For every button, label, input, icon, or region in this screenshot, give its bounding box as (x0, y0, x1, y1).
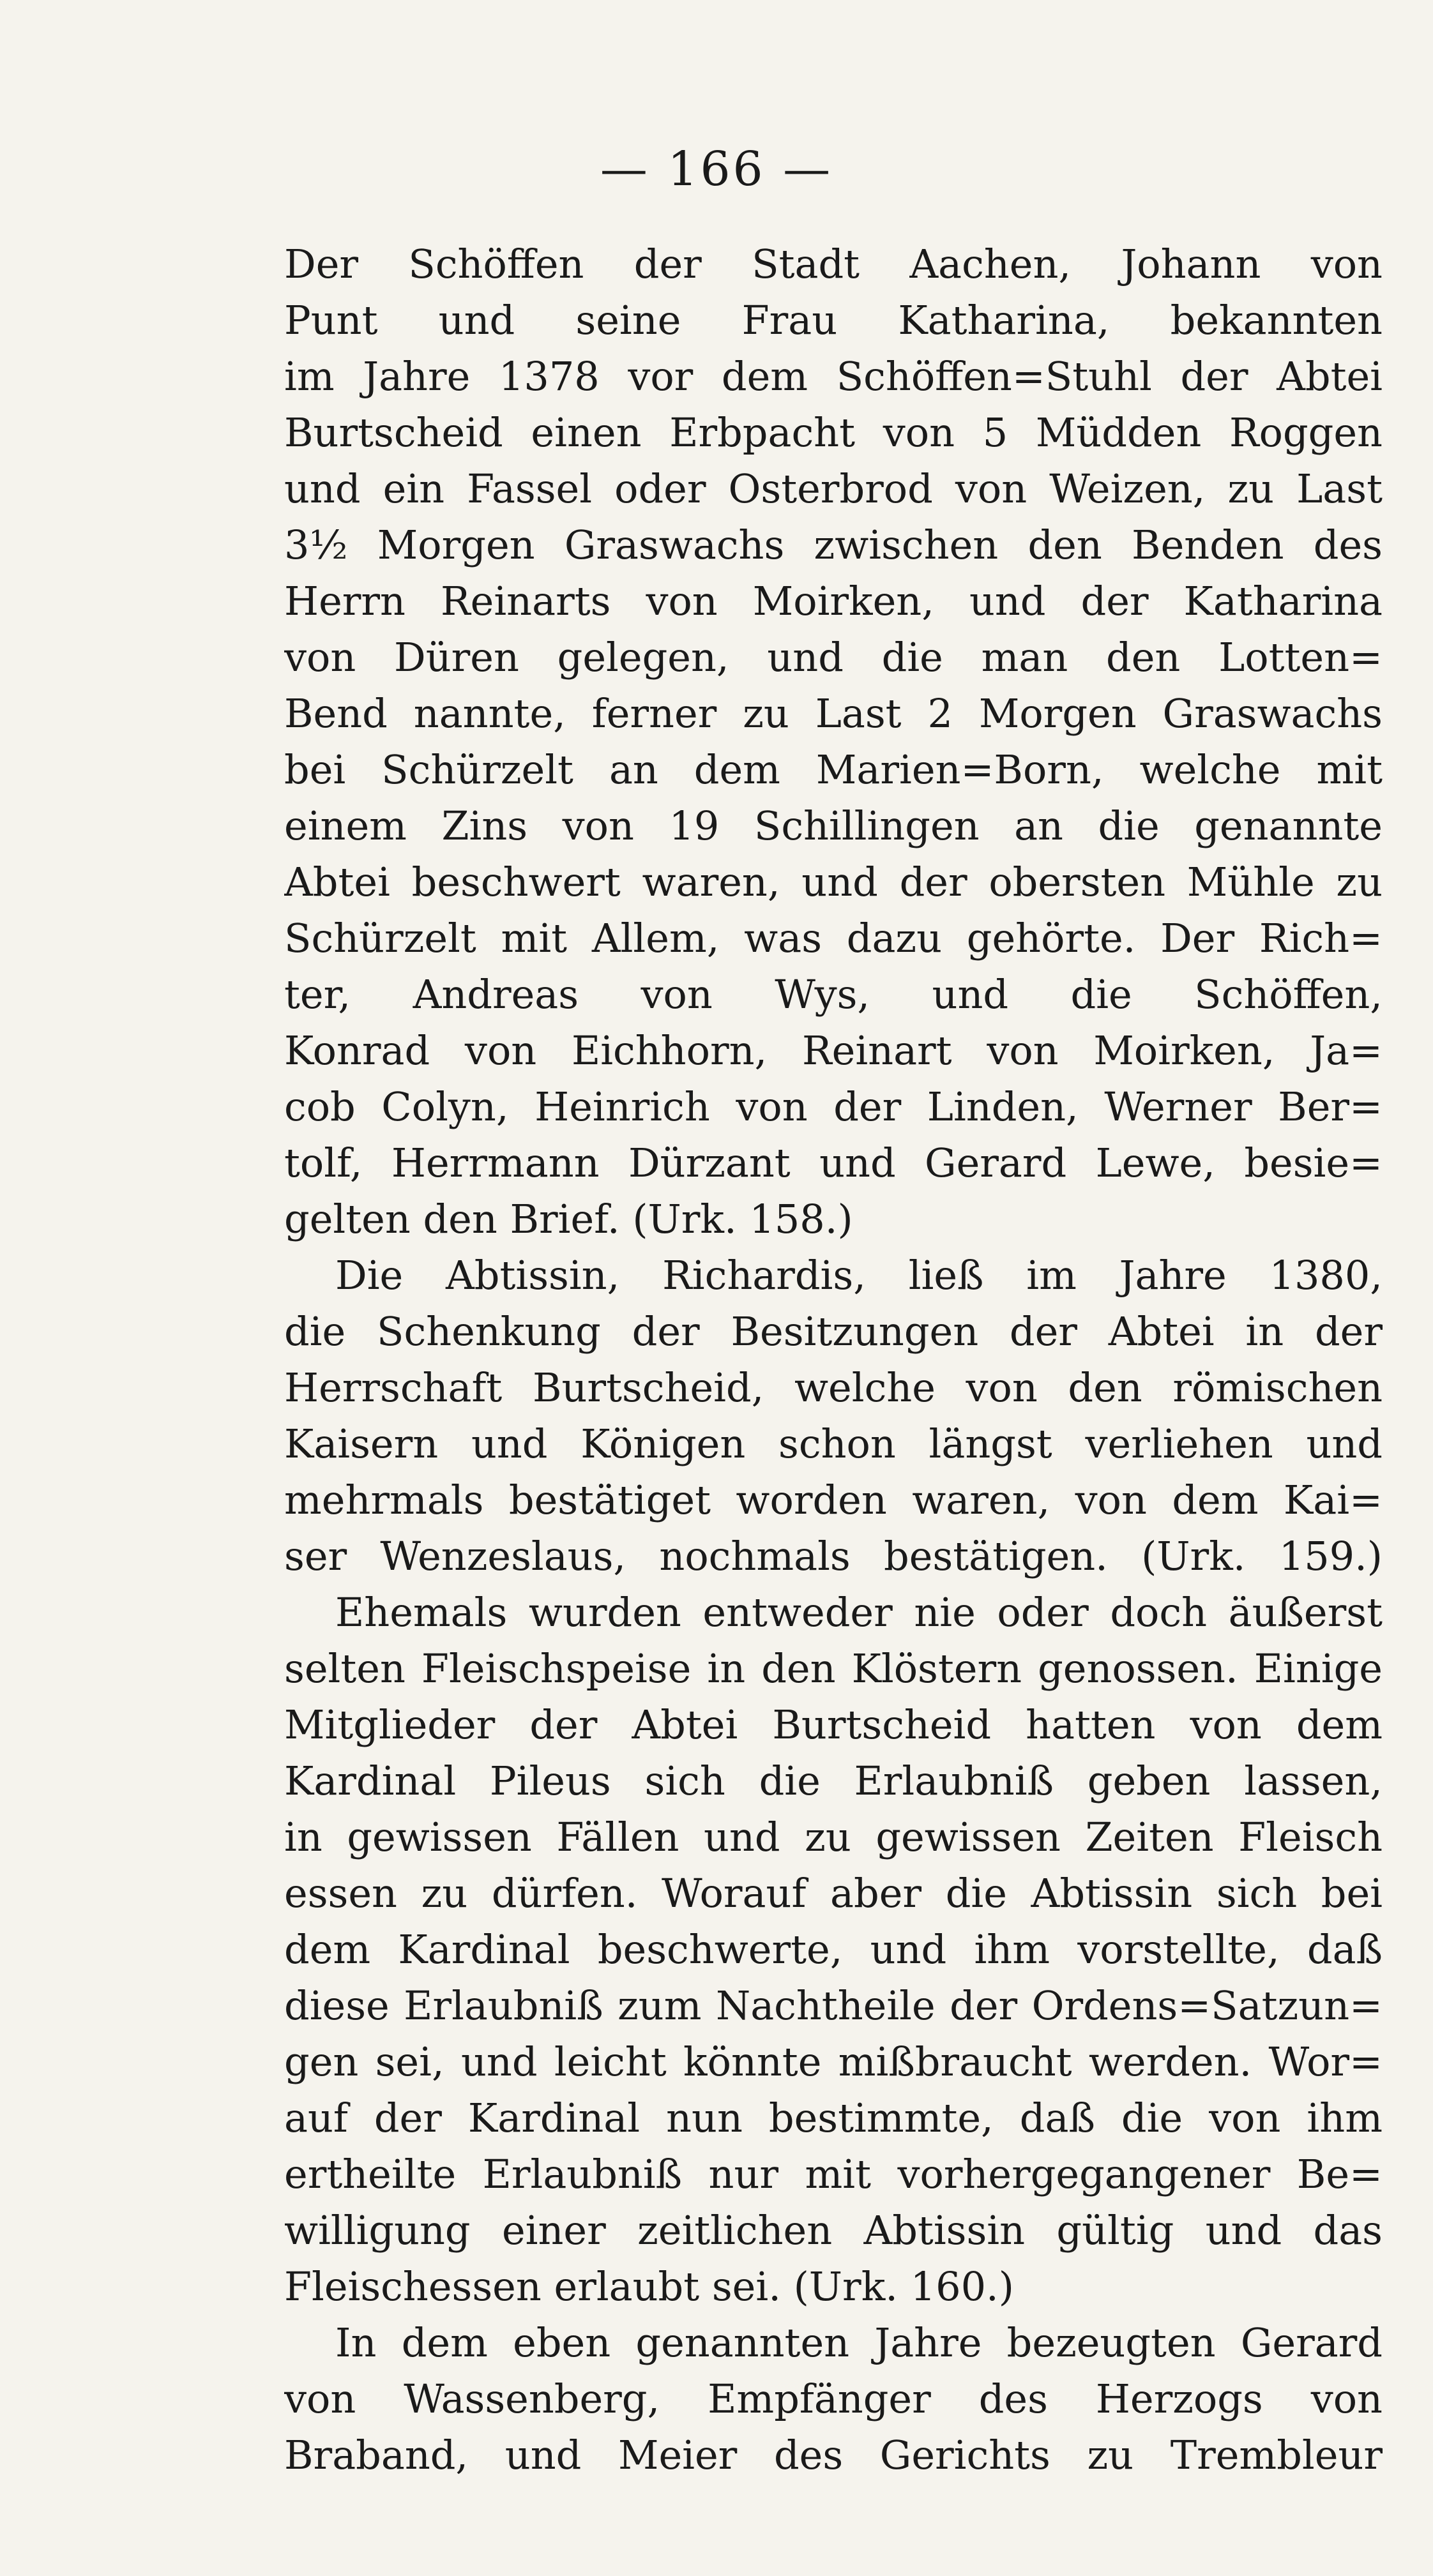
text-line: und ein Fassel oder Osterbrod von Weizen, zu Last (284, 465, 1383, 512)
text-line: ter, Andreas von Wys, und die Schöffen, (284, 971, 1383, 1018)
text-line: In dem eben genannten Jahre bezeugten Gerard (335, 2319, 1383, 2366)
text-line: Mitglieder der Abtei Burtscheid hatten von dem (284, 1701, 1383, 1748)
text-line: im Jahre 1378 vor dem Schöffen=Stuhl der Abtei (284, 353, 1383, 400)
text-line: gelten den Brief. (Urk. 158.) (284, 1196, 853, 1242)
page-number: — 166 — (600, 142, 833, 197)
text-line: diese Erlaubniß zum Nachtheile der Ordens=Satzun= (284, 1982, 1383, 2029)
text-line: gen sei, und leicht könnte mißbraucht werden. Wor= (284, 2038, 1383, 2085)
text-line: Fleischessen erlaubt sei. (Urk. 160.) (284, 2263, 1014, 2310)
text-line: ser Wenzeslaus, nochmals bestätigen. (Urk. 159.) (284, 1533, 1383, 1579)
text-line: mehrmals bestätiget worden waren, von dem Kai= (284, 1477, 1383, 1523)
text-line: Konrad von Eichhorn, Reinart von Moirken, Ja= (284, 1027, 1383, 1074)
text-line: die Schenkung der Besitzungen der Abtei in der (284, 1308, 1383, 1355)
text-line: auf der Kardinal nun bestimmte, daß die von ihm (284, 2095, 1383, 2141)
text-line: in gewissen Fällen und zu gewissen Zeiten Fleisch (284, 1814, 1383, 1860)
text-line: Der Schöffen der Stadt Aachen, Johann von (284, 241, 1383, 287)
text-line: Herrschaft Burtscheid, welche von den römischen (284, 1364, 1383, 1411)
text-line: Bend nannte, ferner zu Last 2 Morgen Graswachs (284, 690, 1383, 737)
text-line: von Düren gelegen, und die man den Lotten= (284, 634, 1383, 681)
text-line: bei Schürzelt an dem Marien=Born, welche mit (284, 746, 1383, 793)
text-line: cob Colyn, Heinrich von der Linden, Werner Ber= (284, 1083, 1383, 1130)
text-line: Kardinal Pileus sich die Erlaubniß geben lassen, (284, 1758, 1383, 1804)
text-line: willigung einer zeitlichen Abtissin gültig und das (284, 2207, 1383, 2254)
body-text (284, 236, 1383, 2483)
text-line: dem Kardinal beschwerte, und ihm vorstellte, daß (284, 1926, 1383, 1973)
text-line: Schürzelt mit Allem, was dazu gehörte. Der Rich= (284, 915, 1383, 961)
text-line: 3½ Morgen Graswachs zwischen den Benden des (284, 522, 1383, 568)
text-line: Ehemals wurden entweder nie oder doch äußerst (335, 1589, 1383, 1636)
text-line: Braband, und Meier des Gerichts zu Trembleur (284, 2432, 1383, 2478)
text-line: Die Abtissin, Richardis, ließ im Jahre 1380, (335, 1252, 1383, 1299)
text-line: tolf, Herrmann Dürzant und Gerard Lewe, besie= (284, 1140, 1383, 1186)
text-line: selten Fleischspeise in den Klöstern genossen. Einige (284, 1645, 1383, 1692)
text-line: Burtscheid einen Erbpacht von 5 Müdden Roggen (284, 409, 1383, 456)
text-line: Abtei beschwert waren, und der obersten Mühle zu (284, 859, 1383, 905)
text-line: einem Zins von 19 Schillingen an die genannte (284, 802, 1383, 849)
text-line: Punt und seine Frau Katharina, bekannten (284, 297, 1383, 343)
text-line: von Wassenberg, Empfänger des Herzogs von (284, 2376, 1383, 2422)
text-line: Herrn Reinarts von Moirken, und der Katharina (284, 578, 1383, 624)
text-line: Kaisern und Königen schon längst verliehen und (284, 1420, 1383, 1467)
text-line: ertheilte Erlaubniß nur mit vorhergegangener Be= (284, 2151, 1383, 2197)
text-line: essen zu dürfen. Worauf aber die Abtissin sich bei (284, 1870, 1383, 1917)
